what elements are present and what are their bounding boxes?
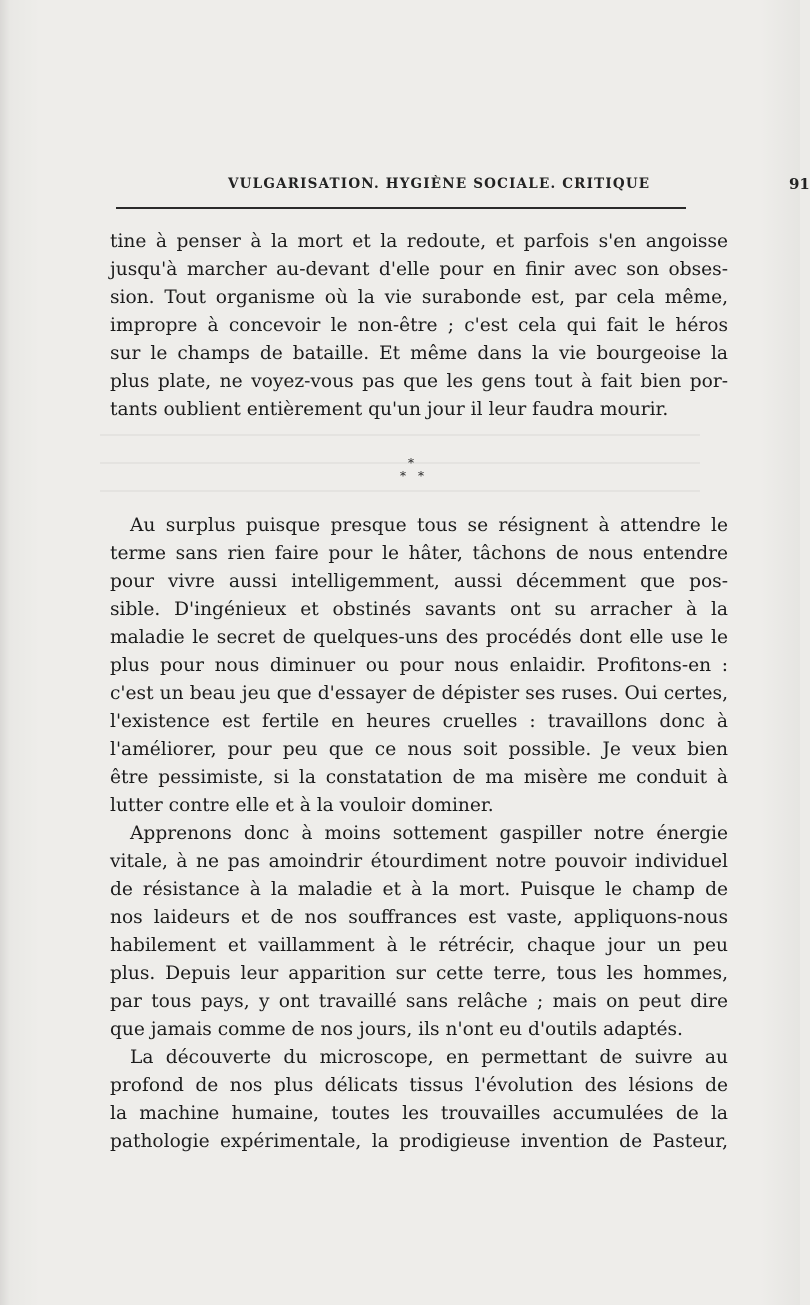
asterisk-top: *: [408, 456, 414, 470]
text-line: tine à penser à la mort et la redoute, et parfois s'en angoisse: [110, 231, 728, 252]
header-rule: [116, 207, 686, 209]
text-line: c'est un beau jeu que d'essayer de dépister ses ruses. Oui certes,: [110, 683, 728, 704]
text-line: profond de nos plus délicats tissus l'évolution des lésions de: [110, 1075, 728, 1096]
text-line: plus plate, ne voyez-vous pas que les gens tout à fait bien por-: [110, 371, 728, 392]
text-line: nos laideurs et de nos souffrances est vaste, appliquons-nous: [110, 907, 728, 928]
paragraph-continuation: [110, 228, 728, 424]
text-line: lutter contre elle et à la vouloir dominer.: [110, 795, 494, 816]
section-asterism: [400, 456, 430, 486]
asterisk-left: *: [400, 469, 406, 483]
text-line: sur le champs de bataille. Et même dans la vie bourgeoise la: [110, 343, 728, 364]
text-line: pathologie expérimentale, la prodigieuse invention de Pasteur,: [110, 1131, 728, 1152]
text-line: que jamais comme de nos jours, ils n'ont eu d'outils adaptés.: [110, 1019, 683, 1040]
text-line: par tous pays, y ont travaillé sans relâche ; mais on peut dire: [110, 991, 728, 1012]
text-line: vitale, à ne pas amoindrir étourdiment notre pouvoir individuel: [110, 851, 728, 872]
text-line: plus. Depuis leur apparition sur cette terre, tous les hommes,: [110, 963, 728, 984]
running-head: VULGARISATION. HYGIÈNE SOCIALE. CRITIQUE: [228, 176, 651, 192]
text-line: sible. D'ingénieux et obstinés savants ont su arracher à la: [110, 599, 728, 620]
text-line: jusqu'à marcher au-devant d'elle pour en finir avec son obses-: [110, 259, 728, 280]
text-line: tants oublient entièrement qu'un jour il leur faudra mourir.: [110, 399, 669, 420]
text-line: Au surplus puisque presque tous se résignent à attendre le: [130, 515, 728, 536]
text-line: la machine humaine, toutes les trouvailles accumulées de la: [110, 1103, 728, 1124]
text-line: habilement et vaillamment à le rétrécir, chaque jour un peu: [110, 935, 728, 956]
text-line: terme sans rien faire pour le hâter, tâchons de nous entendre: [110, 543, 728, 564]
text-line: pour vivre aussi intelligemment, aussi décemment que pos-: [110, 571, 728, 592]
text-line: sion. Tout organisme où la vie surabonde est, par cela même,: [110, 287, 728, 308]
page-number: 91: [789, 175, 810, 193]
text-line: La découverte du microscope, en permettant de suivre au: [130, 1047, 728, 1068]
body-text: [110, 512, 728, 1156]
text-line: être pessimiste, si la constatation de ma misère me conduit à: [110, 767, 728, 788]
page-header: [116, 170, 810, 210]
text-line: l'améliorer, pour peu que ce nous soit possible. Je veux bien: [110, 739, 728, 760]
text-line: de résistance à la maladie et à la mort. Puisque le champ de: [110, 879, 728, 900]
text-line: plus pour nous diminuer ou pour nous enlaidir. Profitons-en :: [110, 655, 728, 676]
text-line: Apprenons donc à moins sottement gaspiller notre énergie: [130, 823, 728, 844]
text-line: maladie le secret de quelques-uns des procédés dont elle use le: [110, 627, 728, 648]
text-line: impropre à concevoir le non-être ; c'est cela qui fait le héros: [110, 315, 728, 336]
text-line: l'existence est fertile en heures cruelles : travaillons donc à: [110, 711, 728, 732]
asterisk-right: *: [418, 469, 424, 483]
